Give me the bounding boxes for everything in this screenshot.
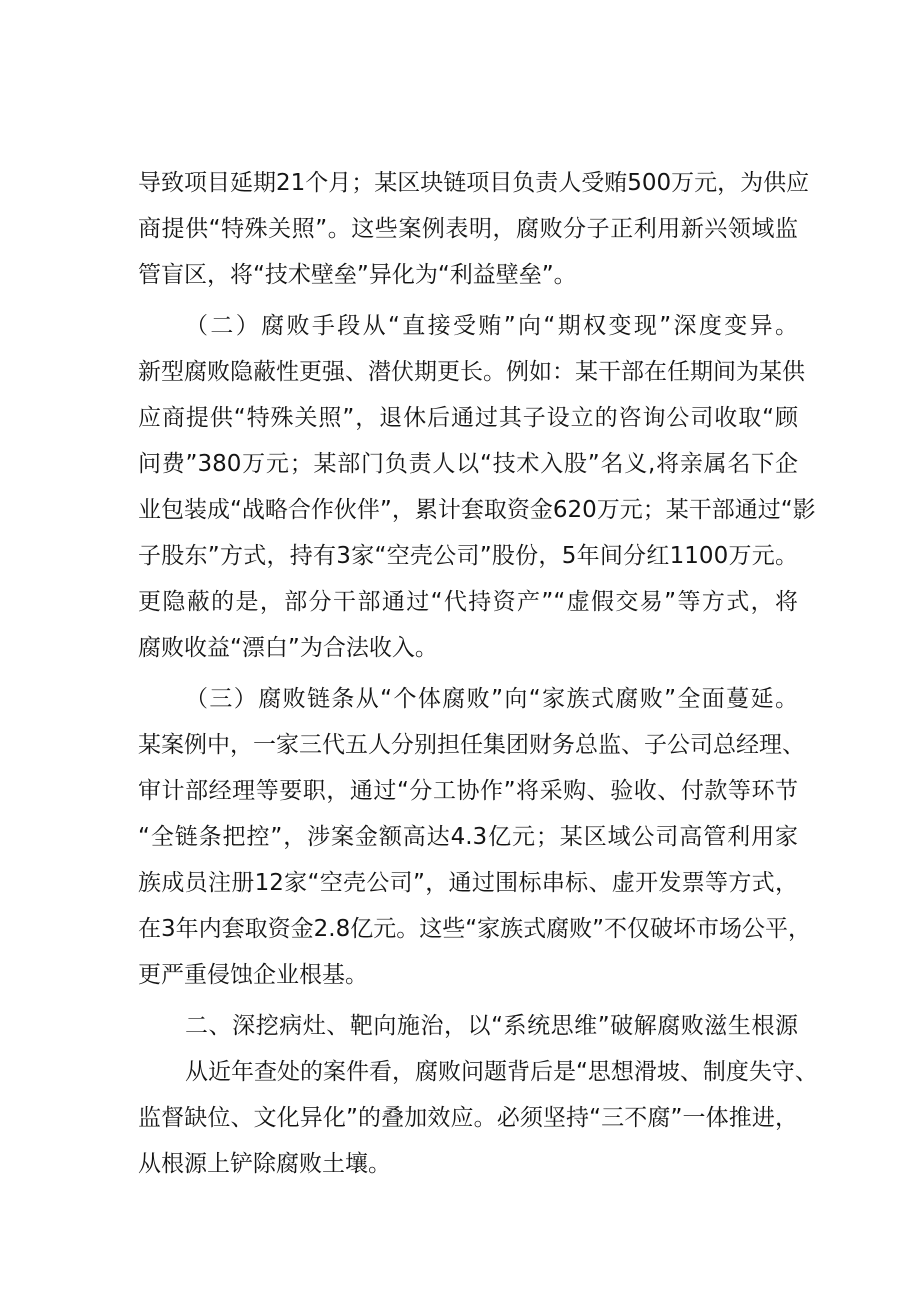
- text-line: 腐败收益“漂白”为合法收入。: [138, 635, 438, 661]
- text-line: 更隐蔽的是，部分干部通过“代持资产”“虚假交易”等方式，将: [138, 589, 798, 615]
- text-line: 问费”380万元；某部门负责人以“技术入股”名义,将亲属名下企: [138, 451, 798, 477]
- text-line: 族成员注册12家“空壳公司”，通过围标串标、虚开发票等方式，: [138, 870, 798, 896]
- text-line: 更严重侵蚀企业根基。: [138, 962, 368, 988]
- text-line: 监督缺位、文化异化”的叠加效应。必须坚持“三不腐”一体推进，: [138, 1105, 798, 1131]
- section-heading: （二）腐败手段从“直接受贿”向“期权变现”深度变异。: [185, 313, 798, 339]
- text-line: 从近年查处的案件看，腐败问题背后是“思想滑坡、制度失守、: [185, 1059, 818, 1085]
- text-line: 业包装成“战略合作伙伴”，累计套取资金620万元；某干部通过“影: [138, 497, 816, 523]
- text-line: 新型腐败隐蔽性更强、潜伏期更长。例如：某干部在任期间为某供: [138, 359, 805, 385]
- text-line: 应商提供“特殊关照”，退休后通过其子设立的咨询公司收取“顾: [138, 405, 798, 431]
- text-line: 商提供“特殊关照”。这些案例表明，腐败分子正利用新兴领域监: [138, 216, 798, 242]
- text-line: 子股东”方式，持有3家“空壳公司”股份，5年间分红1100万元。: [138, 543, 798, 569]
- text-line: 导致项目延期21个月；某区块链项目负责人受贿500万元，为供应: [138, 170, 810, 196]
- text-line: 从根源上铲除腐败土壤。: [138, 1151, 391, 1177]
- chapter-heading: 二、深挖病灶、靶向施治，以“系统思维”破解腐败滋生根源: [185, 1013, 798, 1039]
- text-line: 某案例中，一家三代五人分别担任集团财务总监、子公司总经理、: [138, 732, 805, 758]
- section-heading: （三）腐败链条从“个体腐败”向“家族式腐败”全面蔓延。: [185, 686, 798, 712]
- text-line: 管盲区，将“技术壁垒”异化为“利益壁垒”。: [138, 262, 577, 288]
- text-line: 审计部经理等要职，通过“分工协作”将采购、验收、付款等环节: [138, 778, 798, 804]
- text-line: “全链条把控”，涉案金额高达4.3亿元；某区域公司高管利用家: [138, 824, 798, 850]
- text-line: 在3年内套取资金2.8亿元。这些“家族式腐败”不仅破坏市场公平，: [138, 916, 812, 942]
